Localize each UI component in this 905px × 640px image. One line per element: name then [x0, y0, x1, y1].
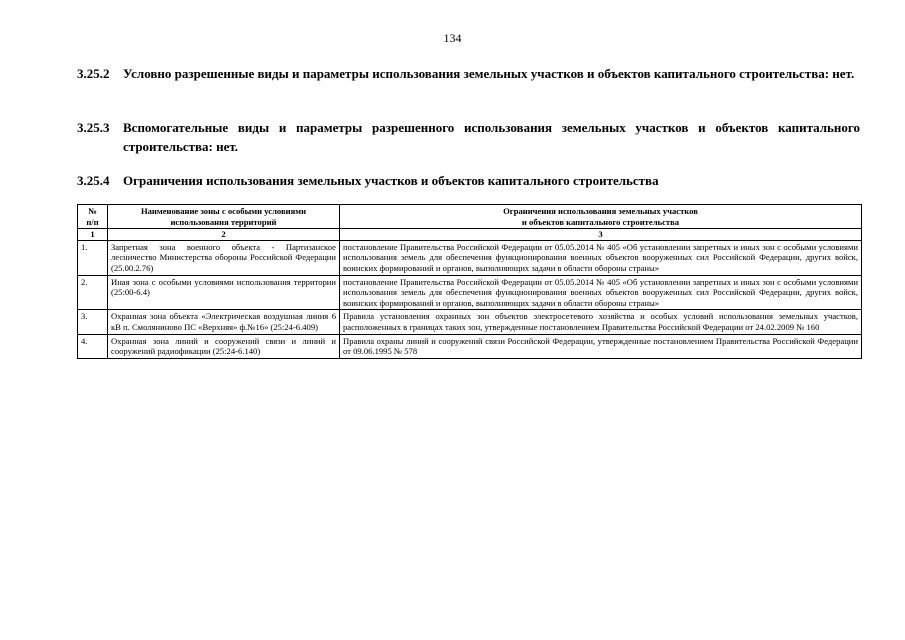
table-row — [78, 275, 862, 310]
header-number — [78, 205, 108, 229]
section-3-25-4 — [77, 171, 860, 190]
table-header-row — [78, 205, 862, 229]
section-text: Условно разрешенные виды и параметры использования земельных участков и объектов капитального строительства: нет. — [123, 66, 855, 81]
section-3-25-2 — [77, 64, 860, 83]
restriction-text: постановление Правительства Российской Федерации от 05.05.2014 № 405 «Об установлении запретных и иных зон с особыми условиями использования земель для обеспечения функционирования военных объектов вооруженных сил Российской Федерации, других войск, воинских формирований и органов, выполняющих задачи в области обороны страны» — [340, 240, 862, 275]
page-number: 134 — [443, 31, 462, 45]
section-number: 3.25.3 — [77, 120, 110, 135]
column-index-1: 1 — [78, 229, 108, 241]
restriction-text: постановление Правительства Российской Федерации от 05.05.2014 № 405 «Об установлении запретных и иных зон с особыми условиями использования земель для обеспечения функционирования военных объектов вооруженных сил Российской Федерации, других войск, воинских формирований и органов, выполняющих задачи в области обороны страны» — [340, 275, 862, 310]
restriction-text: Правила охраны линий и сооружений связи Российской Федерации, утвержденные постановлением Правительства Российской Федерации от 09.06.1995 № 578 — [340, 334, 862, 358]
zone-name: Запретная зона военного объекта - Партизанское лесничество Министерства обороны Российской Федерации (25.00.2.76) — [108, 240, 340, 275]
header-number-line1: № — [88, 206, 97, 216]
row-number: 1. — [78, 240, 108, 275]
column-index-2: 2 — [108, 229, 340, 241]
column-index-3: 3 — [340, 229, 862, 241]
table-row — [78, 310, 862, 334]
header-restriction-line1: Ограничения использования земельных участков — [503, 206, 698, 216]
table-row — [78, 334, 862, 358]
row-number: 2. — [78, 275, 108, 310]
zone-name: Иная зона с особыми условиями использования территории (25:00-6.4) — [108, 275, 340, 310]
table-row — [78, 240, 862, 275]
header-zone-line2: использования территорий — [170, 216, 277, 227]
restriction-text: Правила установления охранных зон объектов электросетевого хозяйства и особых условий использования земельных участков, расположенных в границах таких зон, утвержденные постановлением Правительства Российской Федерации от 24.02.2009 № 160 — [340, 310, 862, 334]
section-text: Ограничения использования земельных участков и объектов капитального строительства — [123, 173, 659, 188]
header-zone — [108, 205, 340, 229]
restrictions-table — [77, 204, 862, 359]
row-number: 4. — [78, 334, 108, 358]
zone-name: Охранная зона линий и сооружений связи и линий и сооружений радиофикации (25:24-6.140) — [108, 334, 340, 358]
header-zone-line1: Наименование зоны с особыми условиями — [140, 206, 307, 216]
section-number: 3.25.2 — [77, 66, 110, 81]
header-number-line2: п/п — [86, 216, 99, 227]
row-number: 3. — [78, 310, 108, 334]
section-3-25-3 — [77, 118, 860, 156]
section-text: Вспомогательные виды и параметры разрешенного использования земельных участков и объектов капитального строительства: нет. — [123, 120, 860, 154]
header-restriction — [340, 205, 862, 229]
column-index-row — [78, 229, 862, 241]
header-restriction-line2: и объектов капитального строительства — [521, 216, 680, 227]
zone-name: Охранная зона объекта «Электрическая воздушная линия 6 кВ п. Смоляниново ПС «Верхняя» ф.№16» (25:24-6.409) — [108, 310, 340, 334]
section-number: 3.25.4 — [77, 173, 110, 188]
